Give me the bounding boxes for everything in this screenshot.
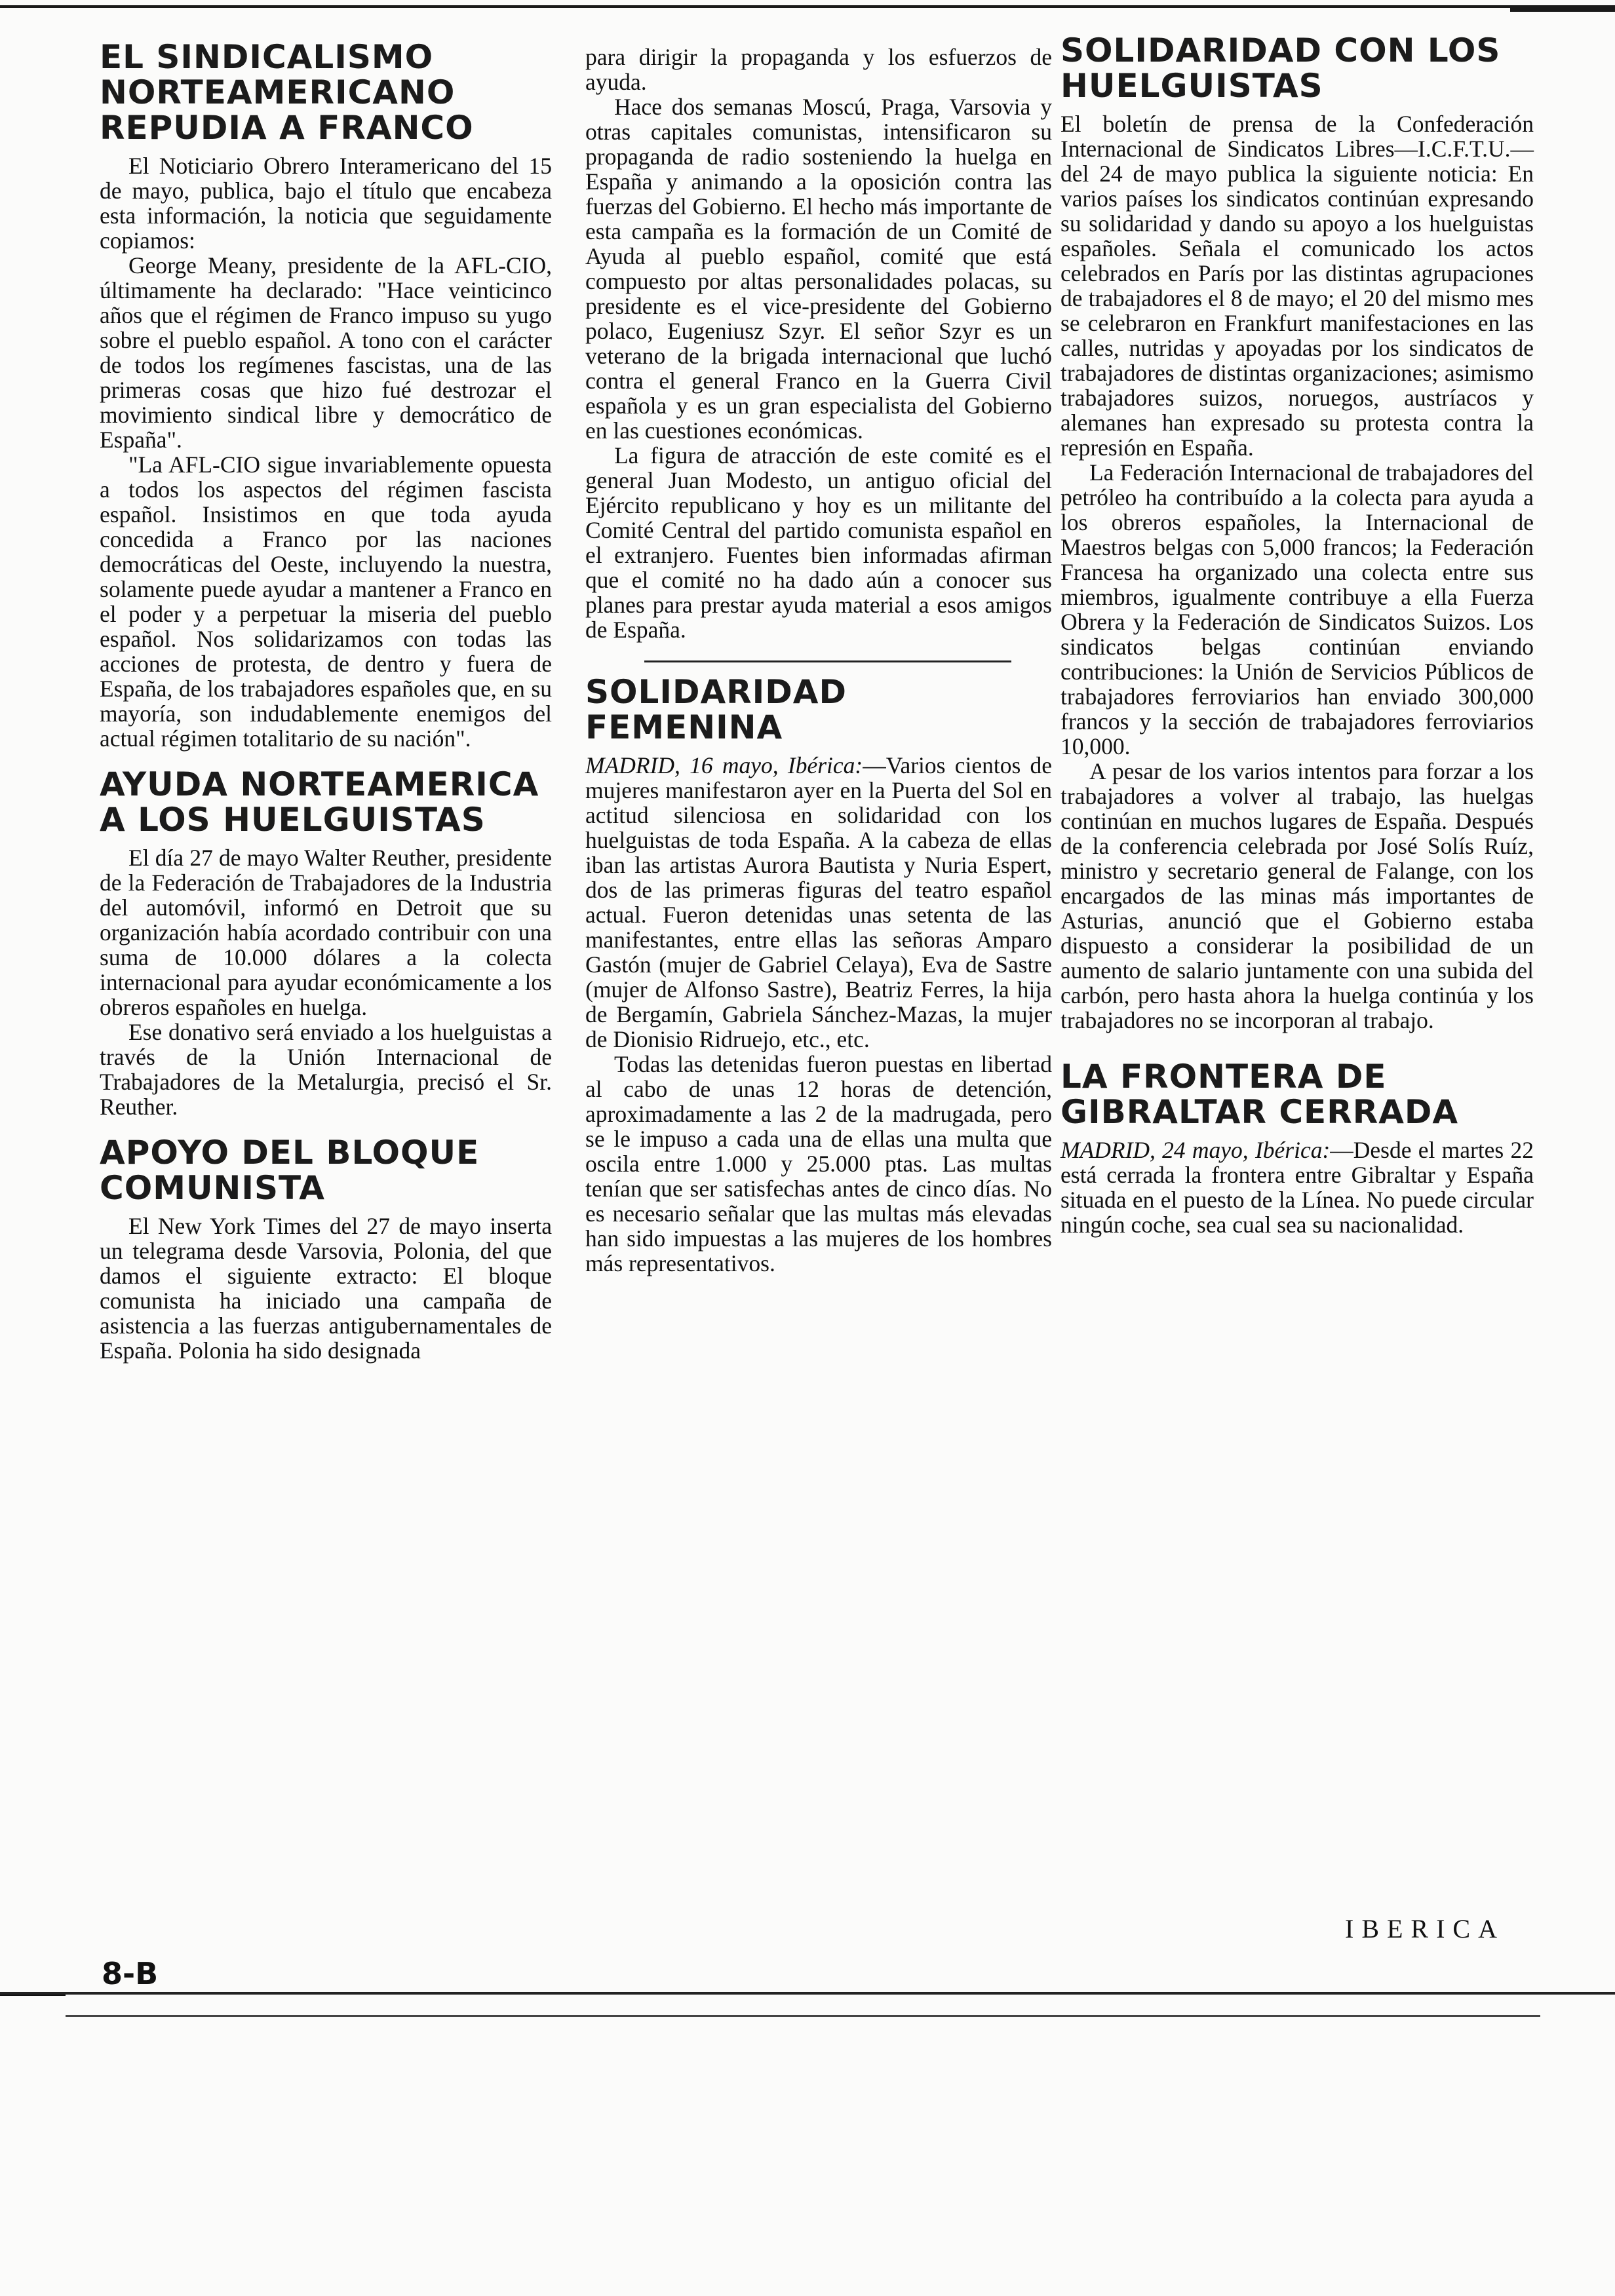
paragraph-text: —Varios cientos de mujeres manifestaron ayer en la Puerta del Sol en actitud silenciosa en solidaridad con los huelguistas de toda España. A la cabeza de ellas iban las artistas Aurora Bautista y Nuria Espert, dos de las primeras figuras del teatro español actual. Fueron detenidas unas setenta de las manifestantes, entre ellas las señoras Amparo Gastón (mujer de Gabriel Celaya), Eva de Sastre (mujer de Alfonso Sastre), Beatriz Ferres, la hija de Bergamín, Gabriela Sánchez-Mazas, la mujer de Dionisio Ridruejo, etc., etc.	[585, 752, 1053, 1052]
article-paragraph: A pesar de los varios intentos para forzar a los trabajadores a volver al trabajo, las huelgas continúan en muchos lugares de España. Después de la conferencia celebrada por José Solís Ruíz, ministro y secretario general de Falange, con los encargados de las minas más importantes de Asturias, anunció que el Gobierno estaba dispuesto a considerar la posibilidad de un aumento de salario juntamente con una subida del carbón, pero hasta ahora la huelga continúa y los trabajadores no se incorporan al trabajo.	[1060, 758, 1534, 1033]
article-paragraph: para dirigir la propaganda y los esfuerzos de ayuda.	[585, 44, 1052, 95]
article-paragraph	[1060, 1138, 1534, 1237]
bottom-rule-secondary	[66, 2015, 1540, 2017]
magazine-name: IBERICA	[1345, 1914, 1505, 1943]
headline-frontera-gibraltar: LA FRONTERA DE GIBRALTAR CERRADA	[1060, 1058, 1459, 1131]
article-paragraph: "La AFL-CIO sigue invariablemente opuesta a todos los aspectos del régimen fascista español. Insistimos en que toda ayuda concedida a Franco por las naciones democráticas del Oeste, incluyendo la nuestra, solamente puede ayudar a mantener a Franco en el poder y a perpetuar la miseria del pueblo español. Nos solidarizamos con todas las acciones de protesta, de dentro y fuera de España, de los trabajadores españoles que, en su mayoría, son indudablemente enemigos del actual régimen totalitario de su nación".	[100, 451, 552, 752]
headline-apoyo-bloque: APOYO DEL BLOQUE COMUNISTA	[100, 1134, 480, 1207]
article-paragraph: El boletín de prensa de la Confederación Internacional de Sindicatos Libres—I.C.F.T.U.—del 24 de mayo publica la siguiente noticia: En varios países los sindicatos continúan expresando su solidaridad y dando su apoyo a los huelguistas españoles. Señala el comunicado los actos celebrados en París por las distintas agrupaciones de trabajadores el 8 de mayo; el 20 del mismo mes se celebraron en Frankfurt manifestaciones en las calles, nutridas y apoyadas por los sindicatos de trabajadores de distintas organizaciones; asimismo trabajadores suizos, noruegos, austríacos y alemanes han expresado su protesta contra la represión en España.	[1060, 111, 1534, 461]
bottom-rule	[0, 1992, 1615, 1995]
article-paragraph: George Meany, presidente de la AFL-CIO, últimamente ha declarado: "Hace veinticinco años que el régimen de Franco impuso su yugo sobre el pueblo español. A tono con el carácter de todos los regímenes fascistas, una de las primeras cosas que hizo fué destrozar el movimiento sindical libre y democrático de España".	[100, 252, 552, 453]
article-paragraph	[585, 753, 1052, 1052]
headline-ayuda: AYUDA NORTEAMERICA A LOS HUELGUISTAS	[100, 765, 539, 839]
top-rule	[0, 5, 1615, 8]
column-1	[100, 33, 552, 1363]
top-rule-thick	[1510, 7, 1615, 12]
headline-solidaridad-huelguistas: SOLIDARIDAD CON LOS HUELGUISTAS	[1060, 31, 1501, 105]
headline-solidaridad-femenina: SOLIDARIDAD FEMENINA	[585, 673, 847, 746]
article-paragraph: Ese donativo será enviado a los huelguistas a través de la Unión Internacional de Trabajadores de la Metalurgia, precisó el Sr. Reuther.	[100, 1019, 552, 1120]
article-paragraph: El día 27 de mayo Walter Reuther, presidente de la Federación de Trabajadores de la Industria del automóvil, informó en Detroit que su organización había acordado contribuir con una suma de 10.000 dólares a la colecta internacional para ayudar económicamente a los obreros españoles en huelga.	[100, 845, 552, 1020]
article-paragraph: Hace dos semanas Moscú, Praga, Varsovia y otras capitales comunistas, intensificaron su propaganda de radio sosteniendo la huelga en España y animando a la oposición contra las fuerzas del Gobierno. El hecho más importante de esta campaña es la formación de un Comité de Ayuda al pueblo español, comité que está compuesto por altas personalidades polacas, su presidente es el vice-presidente del Gobierno polaco, Eugeniusz Szyr. El señor Szyr es un veterano de la brigada internacional que luchó contra el general Franco en la Guerra Civil española y es un gran especialista del Gobierno en las cuestiones económicas.	[585, 94, 1052, 444]
column-3	[1060, 33, 1534, 1237]
page-number: 8-B	[102, 1956, 159, 1991]
paragraph-text: —Desde el martes 22 está cerrada la frontera entre Gibraltar y España situada en el puesto de la Línea. No puede circular ningún coche, sea cual sea su nacionalidad.	[1060, 1137, 1534, 1238]
column-2	[585, 33, 1052, 1276]
article-paragraph: El New York Times del 27 de mayo inserta un telegrama desde Varsovia, Polonia, del que damos el siguiente extracto: El bloque comunista ha iniciado una campaña de asistencia a las fuerzas antigubernamentales de España. Polonia ha sido designada	[100, 1213, 552, 1364]
article-paragraph: Todas las detenidas fueron puestas en libertad al cabo de unas 12 horas de detención, aproximadamente a las 2 de la madrugada, pero se le impuso a cada una de ellas una multa que oscila entre 1.000 y 25.000 ptas. Las multas tenían que ser satisfechas antes de cinco días. No es necesario señalar que las multas más elevadas han sido impuestas a las mujeres de los hombres más representativos.	[585, 1051, 1052, 1276]
headline-sindicalismo: EL SINDICALISMO NORTEAMERICANO REPUDIA A FRANCO	[100, 38, 474, 147]
section-divider	[644, 660, 1011, 662]
article-paragraph: La figura de atracción de este comité es el general Juan Modesto, un antiguo oficial del Ejército republicano y hoy es un militante del Comité Central del partido comunista español en el extranjero. Fuentes bien informadas afirman que el comité no ha dado aún a conocer sus planes para prestar ayuda material a esos amigos de España.	[585, 442, 1052, 643]
article-paragraph: La Federación Internacional de trabajadores del petróleo ha contribuído a la colecta para ayuda a los obreros españoles, la Internacional de Maestros belgas con 5,000 francos; la Federación Francesa ha organizado una colecta entre sus miembros, igualmente contribuye a ella Fuerza Obrera y la Federación de Sindicatos Suizos. Los sindicatos belgas continúan enviando contribuciones: la Unión de Servicios Públicos de trabajadores ferroviarios han enviado 300,000 francos y la sección de trabajadores ferroviarios 10,000.	[1060, 459, 1534, 759]
dateline: MADRID, 24 mayo, Ibérica:	[1060, 1137, 1331, 1163]
article-paragraph: El Noticiario Obrero Interamericano del 15 de mayo, publica, bajo el título que encabeza esta información, la noticia que seguidamente copiamos:	[100, 153, 552, 254]
dateline: MADRID, 16 mayo, Ibérica:	[585, 752, 863, 778]
